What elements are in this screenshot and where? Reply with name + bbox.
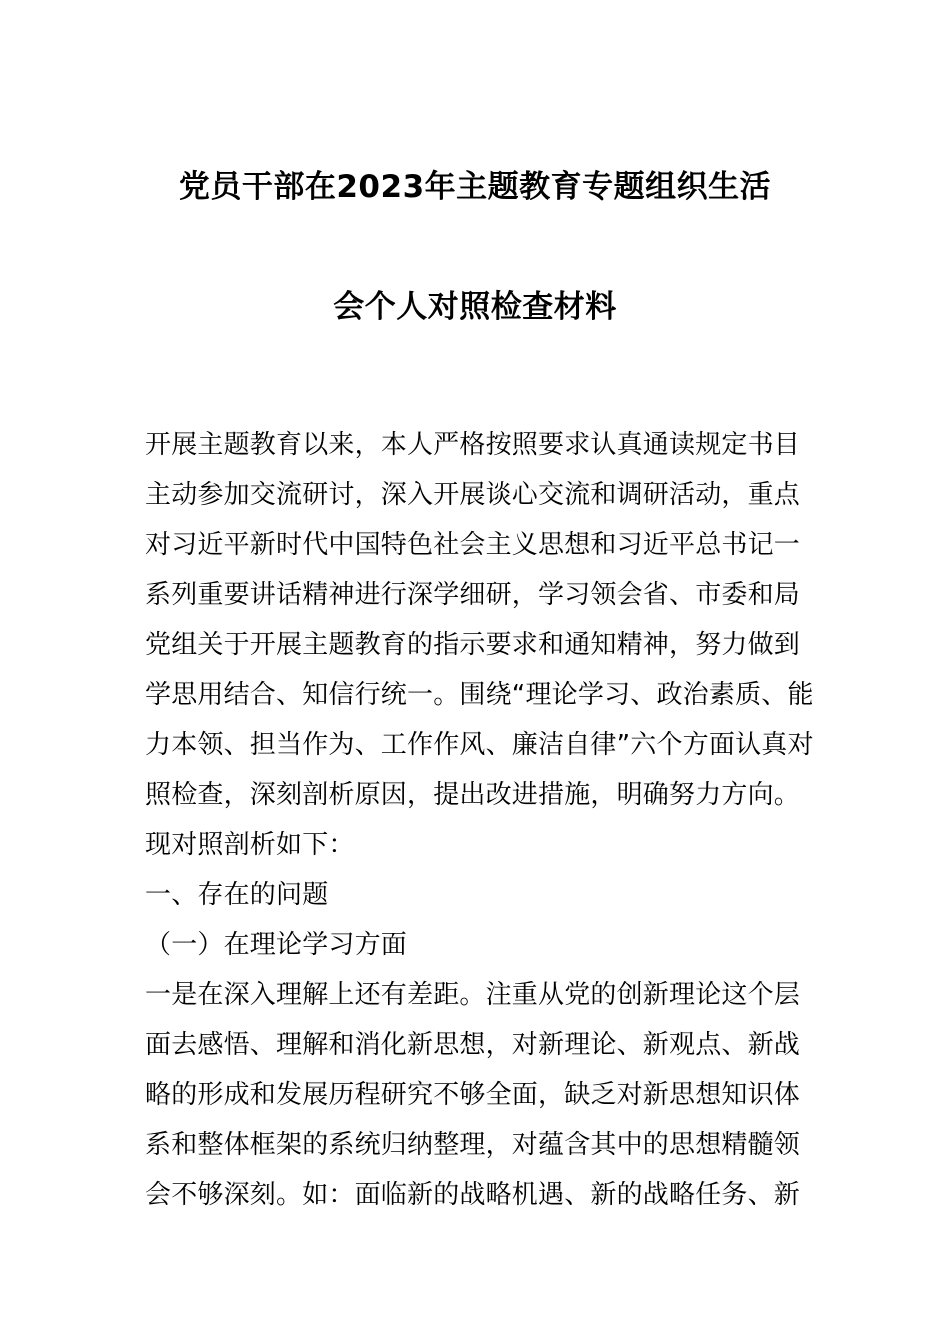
- section-heading: 一、存在的问题: [145, 880, 329, 910]
- body-line: 照检查，深刻剖析原因，提出改进措施，明确努力方向。: [145, 780, 801, 810]
- body-line: 一是在深入理解上还有差距。注重从党的创新理论这个层: [145, 980, 801, 1010]
- body-line: 主动参加交流研讨，深入开展谈心交流和调研活动，重点: [145, 480, 801, 510]
- body-line: 开展主题教育以来，本人严格按照要求认真通读规定书目: [145, 430, 801, 460]
- body-line: 面去感悟、理解和消化新思想，对新理论、新观点、新战: [145, 1030, 801, 1060]
- body-line: 学思用结合、知信行统一。围绕“理论学习、政治素质、能: [145, 680, 814, 710]
- body-line: 会不够深刻。如：面临新的战略机遇、新的战略任务、新: [145, 1180, 801, 1210]
- body-line: 现对照剖析如下：: [145, 830, 355, 860]
- body-line: 略的形成和发展历程研究不够全面，缺乏对新思想知识体: [145, 1080, 801, 1110]
- body-line: 党组关于开展主题教育的指示要求和通知精神，努力做到: [145, 630, 801, 660]
- body-line: 系和整体框架的系统归纳整理，对蕴含其中的思想精髓领: [145, 1130, 801, 1160]
- document-title-line-1: 党员干部在2023年主题教育专题组织生活: [178, 169, 772, 205]
- body-line: 力本领、担当作为、工作作风、廉洁自律”六个方面认真对: [145, 730, 814, 760]
- subsection-heading: （一）在理论学习方面: [145, 930, 408, 960]
- document-body: [145, 420, 814, 1220]
- body-line: 对习近平新时代中国特色社会主义思想和习近平总书记一: [145, 530, 801, 560]
- document-title-line-2: 会个人对照检查材料: [333, 289, 617, 325]
- body-line: 系列重要讲话精神进行深学细研，学习领会省、市委和局: [145, 580, 801, 610]
